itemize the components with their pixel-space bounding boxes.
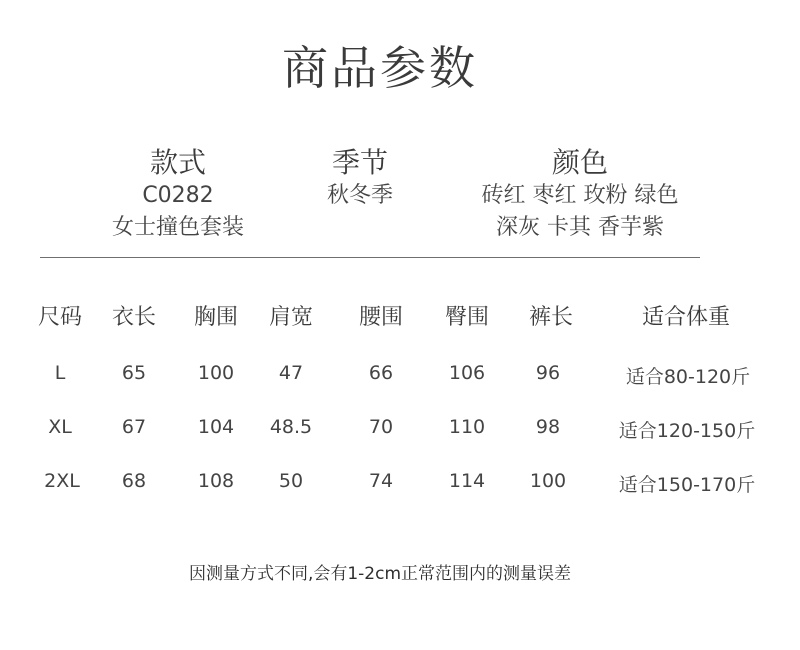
header-waist: 腰围	[358, 305, 404, 330]
cell-shoulder: 48.5	[269, 416, 313, 438]
table-row	[0, 470, 800, 504]
table-row	[0, 416, 800, 450]
cell-pants-length: 96	[535, 362, 561, 384]
cell-hip: 114	[448, 470, 486, 492]
season-heading: 季节	[331, 146, 388, 179]
table-row	[0, 362, 800, 396]
style-heading: 款式	[149, 146, 206, 179]
measurement-note: 因测量方式不同,会有1-2cm正常范围内的测量误差	[188, 564, 572, 584]
color-heading: 颜色	[551, 146, 608, 179]
product-info	[0, 146, 800, 256]
cell-shoulder: 50	[278, 470, 304, 492]
cell-waist: 74	[368, 470, 394, 492]
table-header-row	[0, 300, 800, 334]
cell-pants-length: 100	[529, 470, 567, 492]
divider	[40, 257, 700, 258]
cell-length: 67	[121, 416, 147, 438]
cell-weight: 适合150-170斤	[618, 474, 756, 496]
header-bust: 胸围	[193, 305, 239, 330]
color-column	[455, 146, 705, 244]
cell-size: 2XL	[44, 470, 80, 492]
cell-size: XL	[48, 416, 72, 438]
cell-bust: 104	[197, 416, 235, 438]
header-length: 衣长	[111, 305, 157, 330]
style-column	[88, 146, 268, 244]
season-column	[290, 146, 430, 212]
season-value: 秋冬季	[326, 183, 393, 208]
color-line-2: 深灰 卡其 香芋紫	[496, 215, 664, 240]
cell-weight: 适合80-120斤	[625, 366, 751, 388]
color-line-1: 砖红 枣红 玫粉 绿色	[481, 183, 679, 208]
header-size: 尺码	[37, 305, 83, 330]
cell-waist: 66	[368, 362, 394, 384]
header-hip: 臀围	[444, 305, 490, 330]
cell-waist: 70	[368, 416, 394, 438]
cell-pants-length: 98	[535, 416, 561, 438]
cell-bust: 100	[197, 362, 235, 384]
style-name: 女士撞色套装	[111, 215, 244, 240]
cell-hip: 106	[448, 362, 486, 384]
header-pants-length: 裤长	[528, 305, 574, 330]
cell-bust: 108	[197, 470, 235, 492]
style-code: C0282	[142, 183, 214, 208]
cell-shoulder: 47	[278, 362, 304, 384]
cell-length: 65	[121, 362, 147, 384]
cell-size: L	[54, 362, 66, 384]
header-shoulder: 肩宽	[268, 305, 314, 330]
page-title: 商品参数	[282, 41, 478, 95]
header-weight: 适合体重	[641, 305, 731, 330]
cell-hip: 110	[448, 416, 486, 438]
cell-length: 68	[121, 470, 147, 492]
cell-weight: 适合120-150斤	[618, 420, 756, 442]
